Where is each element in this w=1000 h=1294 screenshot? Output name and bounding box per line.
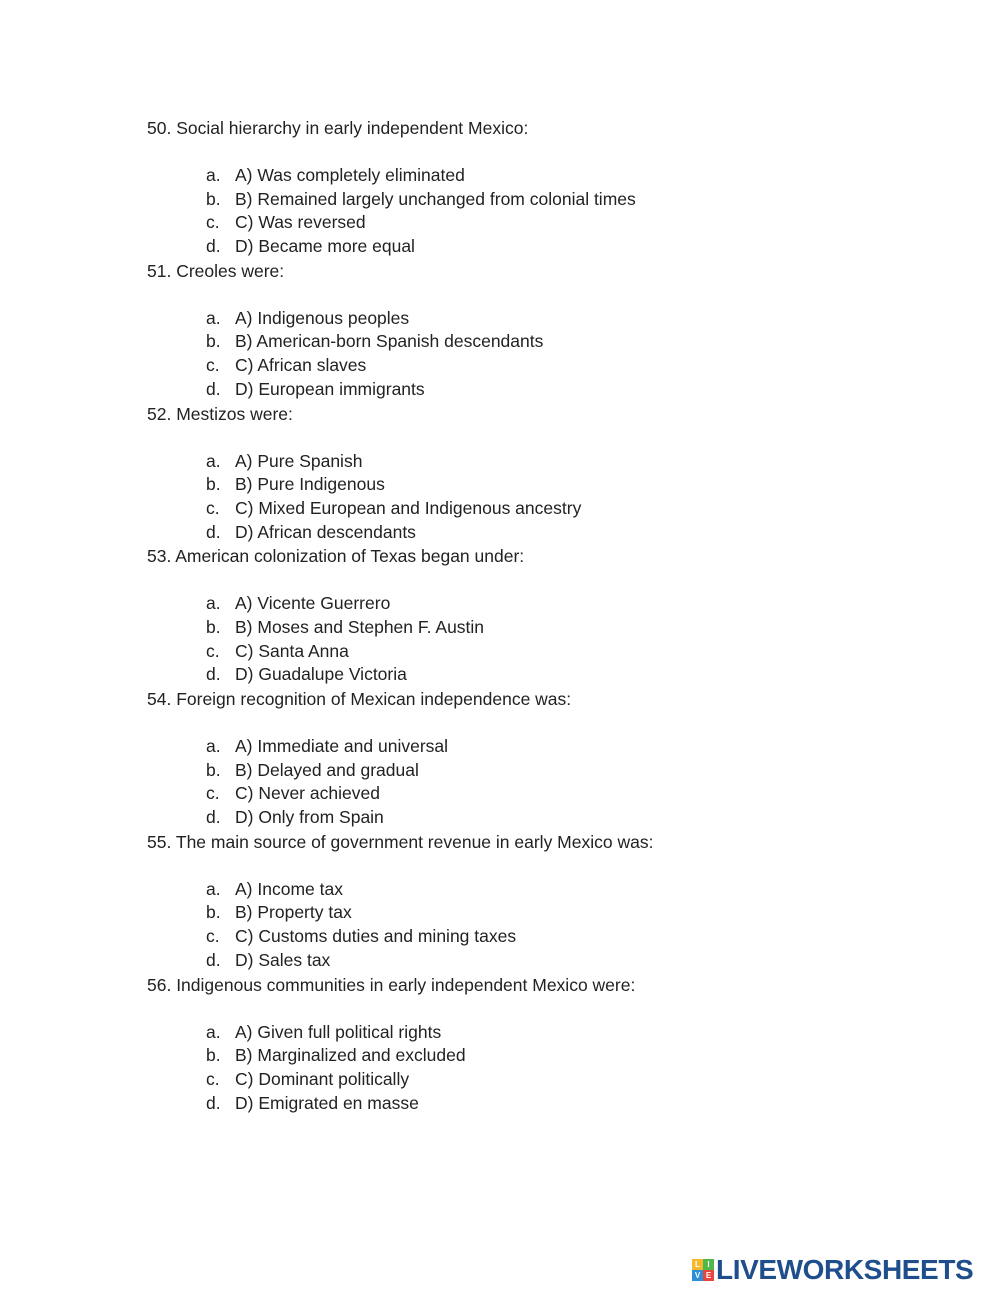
question	[147, 973, 907, 1116]
option-text: B) Property tax	[235, 902, 352, 923]
option-list	[147, 450, 907, 545]
option-text: C) Was reversed	[235, 212, 366, 233]
answer-option	[147, 235, 907, 259]
option-letter: a.	[206, 165, 221, 185]
answer-option	[147, 949, 907, 973]
answer-option	[147, 925, 907, 949]
option-letter: c.	[206, 212, 220, 233]
answer-option	[147, 211, 907, 235]
answer-option	[147, 616, 907, 640]
option-text: D) Guadalupe Victoria	[235, 664, 407, 685]
option-text: A) Vicente Guerrero	[235, 593, 391, 614]
option-text: A) Indigenous peoples	[235, 307, 410, 328]
option-text: A) Given full political rights	[235, 1021, 442, 1042]
answer-option	[147, 663, 907, 687]
option-letter: b.	[206, 616, 221, 637]
option-text: B) Marginalized and excluded	[235, 1045, 466, 1066]
option-letter: c.	[206, 355, 220, 376]
option-letter: a.	[206, 450, 221, 471]
option-text: B) Delayed and gradual	[235, 759, 419, 780]
option-letter: b.	[206, 474, 221, 495]
option-letter: a.	[206, 878, 221, 899]
option-text: B) Remained largely unchanged from colonial times	[235, 188, 636, 209]
liveworksheets-logo	[692, 1255, 973, 1285]
logo-mark-icon	[692, 1259, 714, 1281]
option-letter: b.	[206, 1045, 221, 1066]
answer-option	[147, 164, 907, 188]
option-list	[147, 164, 907, 259]
question-text: 54. Foreign recognition of Mexican independence was:	[147, 689, 572, 709]
question	[147, 544, 907, 687]
option-text: C) Mixed European and Indigenous ancestry	[235, 497, 582, 518]
answer-option	[147, 521, 907, 545]
option-letter: d.	[206, 949, 221, 970]
logo-mark-tile: E	[703, 1270, 714, 1281]
option-letter: b.	[206, 759, 221, 780]
option-letter: b.	[206, 331, 221, 352]
option-text: D) Emigrated en masse	[235, 1092, 419, 1113]
answer-option	[147, 806, 907, 830]
question	[147, 687, 907, 830]
option-text: D) Became more equal	[235, 236, 415, 257]
answer-option	[147, 878, 907, 902]
option-letter: a.	[206, 1021, 221, 1042]
option-text: B) Pure Indigenous	[235, 474, 385, 495]
option-list	[147, 592, 907, 687]
answer-option	[147, 307, 907, 331]
option-letter: a.	[206, 593, 221, 614]
option-letter: c.	[206, 1068, 220, 1089]
option-letter: a.	[206, 307, 221, 328]
option-letter: c.	[206, 640, 220, 661]
answer-option	[147, 759, 907, 783]
option-text: A) Income tax	[235, 878, 343, 899]
answer-option	[147, 1044, 907, 1068]
option-text: B) American-born Spanish descendants	[235, 331, 544, 352]
answer-option	[147, 378, 907, 402]
option-text: C) African slaves	[235, 355, 367, 376]
option-text: A) Was completely eliminated	[235, 165, 465, 185]
option-letter: c.	[206, 783, 220, 804]
option-list	[147, 307, 907, 402]
option-text: D) African descendants	[235, 521, 416, 542]
question	[147, 259, 907, 402]
answer-option	[147, 497, 907, 521]
option-text: D) Only from Spain	[235, 807, 384, 828]
option-letter: d.	[206, 807, 221, 828]
answer-option	[147, 354, 907, 378]
option-text: C) Customs duties and mining taxes	[235, 926, 517, 947]
option-letter: b.	[206, 188, 221, 209]
option-text: D) Sales tax	[235, 949, 331, 970]
option-letter: b.	[206, 902, 221, 923]
question-text: 50. Social hierarchy in early independent Mexico:	[147, 118, 529, 138]
question	[147, 116, 907, 259]
question-text: 56. Indigenous communities in early independent Mexico were:	[147, 974, 636, 995]
option-text: C) Dominant politically	[235, 1068, 410, 1089]
question-text: 53. American colonization of Texas began under:	[147, 546, 525, 567]
logo-mark-tile: I	[703, 1259, 714, 1270]
answer-option	[147, 592, 907, 616]
answer-option	[147, 1092, 907, 1116]
worksheet	[147, 116, 907, 1115]
logo-mark-tile: L	[692, 1259, 703, 1270]
question	[147, 402, 907, 545]
question	[147, 830, 907, 973]
option-letter: c.	[206, 497, 220, 518]
option-letter: c.	[206, 926, 220, 947]
answer-option	[147, 330, 907, 354]
question-text: 51. Creoles were:	[147, 260, 285, 281]
option-list	[147, 1021, 907, 1116]
option-letter: a.	[206, 736, 221, 756]
question-text: 52. Mestizos were:	[147, 403, 293, 424]
answer-option	[147, 901, 907, 925]
option-letter: d.	[206, 664, 221, 685]
answer-option	[147, 640, 907, 664]
option-letter: d.	[206, 378, 221, 399]
option-list	[147, 878, 907, 973]
option-text: B) Moses and Stephen F. Austin	[235, 616, 485, 637]
option-letter: d.	[206, 236, 221, 257]
question-text: 55. The main source of government revenue in early Mexico was:	[147, 831, 654, 852]
answer-option	[147, 188, 907, 212]
answer-option	[147, 450, 907, 474]
option-text: C) Never achieved	[235, 783, 380, 804]
logo-mark-tile: V	[692, 1270, 703, 1281]
option-text: C) Santa Anna	[235, 640, 349, 661]
logo-text: LIVEWORKSHEETS	[716, 1254, 974, 1285]
option-letter: d.	[206, 521, 221, 542]
answer-option	[147, 1068, 907, 1092]
answer-option	[147, 735, 907, 759]
option-text: D) European immigrants	[235, 378, 425, 399]
answer-option	[147, 1021, 907, 1045]
answer-option	[147, 473, 907, 497]
option-text: A) Immediate and universal	[235, 736, 449, 756]
option-list	[147, 735, 907, 830]
option-letter: d.	[206, 1092, 221, 1113]
option-text: A) Pure Spanish	[235, 450, 363, 471]
answer-option	[147, 782, 907, 806]
